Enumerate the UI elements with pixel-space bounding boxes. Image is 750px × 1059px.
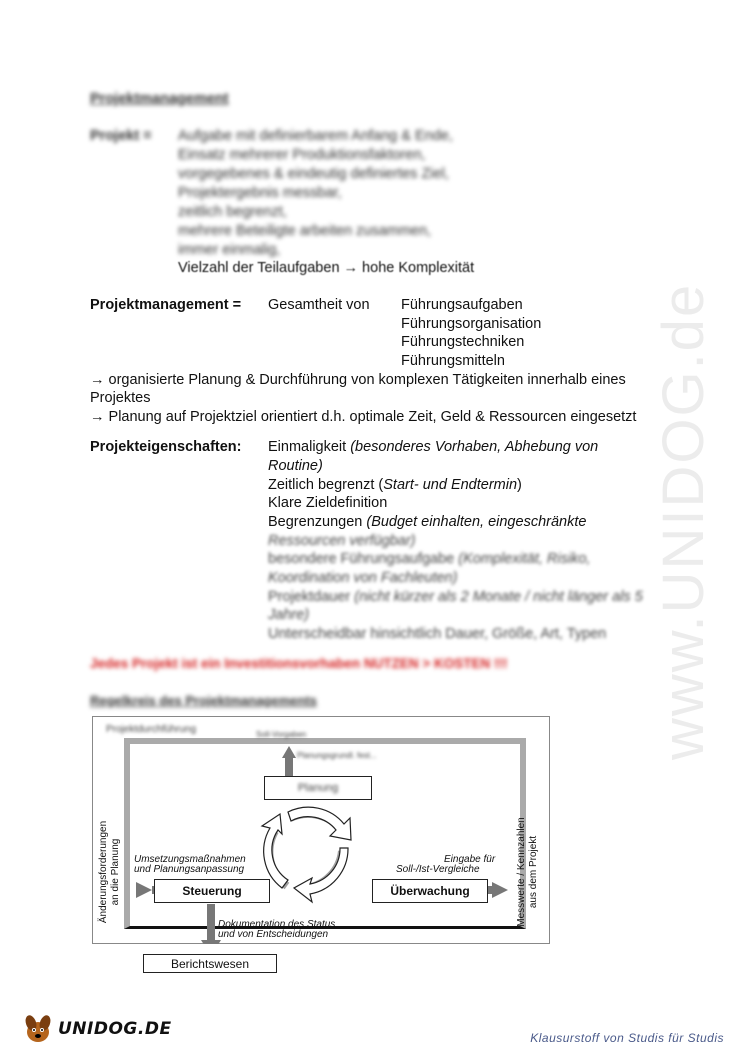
soll-vorgaben-label: Soll-Vorgaben: [256, 730, 307, 739]
planung-node: [264, 776, 372, 800]
steuerung-label: Steuerung: [182, 884, 242, 898]
eig-text: ): [517, 477, 522, 493]
eig-italic: (Budget einhalten, eingeschränkte: [366, 514, 587, 530]
aenderung-line-2: an die Planung: [110, 838, 121, 906]
pm-label: Projektmanagement =: [90, 297, 242, 313]
eig-line: [268, 438, 598, 457]
eingabe-label-1: Eingabe für: [444, 854, 496, 865]
eingabe-label-2: Soll-/Ist-Vergleiche: [396, 864, 480, 875]
projekt-line: Projektergebnis messbar,: [178, 185, 342, 201]
eig-text: Einmaligkeit: [268, 439, 351, 455]
eig-italic: (besonderes Vorhaben, Abhebung von: [350, 439, 599, 455]
ueberwachung-label: Überwachung: [390, 884, 470, 898]
control-loop-diagram: [92, 716, 552, 944]
projekt-line: Vielzahl der Teilaufgaben → hohe Komplexität: [178, 260, 475, 276]
eig-text: besondere Führungsaufgabe: [268, 551, 459, 567]
messwerte-line-2: aus dem Projekt: [528, 835, 539, 909]
umsetzung-label-1: Umsetzungsmaßnahmen: [134, 854, 246, 865]
aenderung-label: [98, 816, 122, 928]
pm-item: Führungsmitteln: [401, 353, 505, 369]
footer-tagline: Klausurstoff von Studis für Studis: [530, 1031, 724, 1045]
pm-item: Führungsaufgaben: [401, 297, 523, 313]
doku-label-2: und von Entscheidungen: [218, 929, 329, 940]
planung-label: Planung: [297, 782, 339, 794]
messwerte-label: [516, 816, 540, 928]
projekt-line: Einsatz mehrerer Produktionsfaktoren,: [178, 147, 426, 163]
eig-line: Jahre): [268, 607, 310, 623]
eig-line: [268, 588, 643, 607]
eig-line: Routine): [268, 458, 323, 474]
dog-logo-icon: [22, 1012, 56, 1046]
projekt-line: mehrere Beteiligte arbeiten zusammen,: [178, 223, 432, 239]
investment-note: Jedes Projekt ist ein Investitionsvorhaben NUTZEN > KOSTEN !!!: [90, 656, 508, 671]
pm-arrow-line: Projektes: [90, 390, 151, 406]
eig-line: [268, 513, 586, 532]
diagram-arrows: [92, 716, 552, 944]
projekt-line: zeitlich begrenzt,: [178, 204, 287, 220]
eig-line: [268, 550, 590, 569]
berichtswesen-box: [143, 954, 277, 973]
projekt-line: immer einmalig,: [178, 242, 281, 258]
projekt-label: Projekt =: [90, 128, 152, 144]
footer-logo: [22, 1012, 172, 1046]
eig-label: Projekteigenschaften:: [90, 439, 242, 455]
eig-italic: (nicht kürzer als 2 Monate / nicht länger als 5: [354, 589, 643, 605]
eig-line: Ressourcen verfügbar): [268, 533, 416, 549]
projekt-line: Aufgabe mit definierbarem Anfang & Ende,: [178, 128, 453, 144]
berichtswesen-label: Berichtswesen: [170, 956, 250, 971]
pm-item: Führungstechniken: [401, 334, 525, 350]
eig-line: Koordination von Fachleuten): [268, 570, 458, 586]
watermark: www.UNIDOG.de: [651, 282, 716, 760]
eig-line: Unterscheidbar hinsichtlich Dauer, Größe, Art, Typen: [268, 626, 607, 642]
diagram-heading: Regelkreis des Projektmanagements: [90, 693, 317, 708]
eig-italic: Start- und Endtermin: [383, 477, 518, 493]
doku-label-1: Dokumentation des Status: [218, 919, 336, 930]
page-title: Projektmanagement: [90, 91, 229, 107]
pm-item: Führungsorganisation: [401, 316, 542, 332]
logo-text: UNIDOG.DE: [58, 1019, 172, 1039]
pm-arrow-line: → Planung auf Projektziel orientiert d.h. optimale Zeit, Geld & Ressourcen eingesetzt: [90, 409, 637, 425]
messwerte-line-1: Messwerte / Kennzahlen: [516, 817, 527, 927]
projekt-line: vorgegebenes & eindeutig definiertes Ziel,: [178, 166, 449, 182]
eig-text: Projektdauer: [268, 589, 355, 605]
aenderung-line-1: Änderungsforderungen: [98, 820, 109, 924]
eig-line: Klare Zieldefinition: [268, 495, 388, 511]
projektdurchfuehrung-label: Projektdurchführung: [106, 724, 197, 735]
steuerung-node: [154, 879, 270, 903]
pm-mid: Gesamtheit von: [268, 297, 370, 313]
ueberwachung-node: [372, 879, 488, 903]
planungsgrundlagen-label: Planungsgrundl. fest...: [297, 751, 377, 760]
eig-text: Begrenzungen: [268, 514, 367, 530]
pm-arrow-line: → organisierte Planung & Durchführung von komplexen Tätigkeiten innerhalb eines: [90, 372, 626, 388]
eig-line: [268, 476, 522, 495]
eig-text: Zeitlich begrenzt (: [268, 477, 384, 493]
eig-italic: (Komplexität, Risiko,: [458, 551, 591, 567]
umsetzung-label-2: und Planungsanpassung: [134, 864, 245, 875]
